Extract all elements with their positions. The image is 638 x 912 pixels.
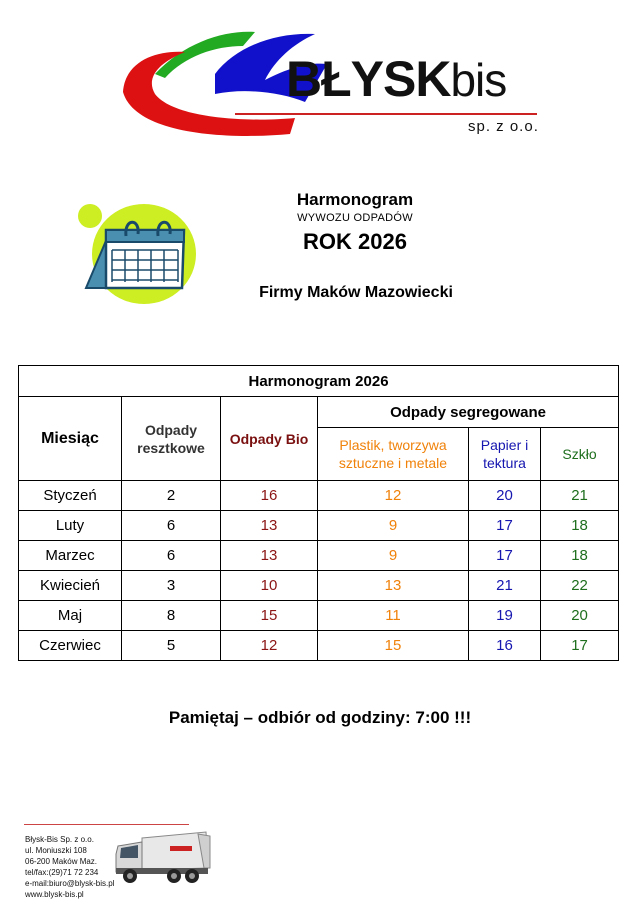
table-row: [19, 541, 619, 571]
logo-brand-suffix: bis: [450, 54, 507, 106]
cell-glass: 20: [541, 601, 619, 631]
footer-company: Błysk-Bis Sp. z o.o.: [25, 835, 94, 844]
col-header-bio: Odpady Bio: [221, 397, 318, 481]
cell-paper: 17: [469, 541, 541, 571]
cell-bio: 13: [221, 541, 318, 571]
table-row: [19, 601, 619, 631]
footer-city: 06-200 Maków Maz.: [25, 857, 98, 866]
cell-bio: 13: [221, 511, 318, 541]
cell-plastic: 9: [318, 541, 469, 571]
cell-residual: 5: [122, 631, 221, 661]
cell-glass: 18: [541, 511, 619, 541]
table-title: Harmonogram 2026: [19, 366, 619, 397]
company-name: Firmy Maków Mazowiecki: [259, 284, 453, 301]
table-row: [19, 481, 619, 511]
cell-residual: 2: [122, 481, 221, 511]
cell-month: Marzec: [19, 541, 122, 571]
cell-paper: 16: [469, 631, 541, 661]
schedule-table: [18, 365, 619, 661]
logo-underline: [235, 113, 537, 115]
cell-bio: 10: [221, 571, 318, 601]
col-header-month: Miesiąc: [19, 397, 122, 481]
calendar-header-bar: [106, 230, 184, 242]
col-header-plastic: Plastik, tworzywa sztuczne i metale: [318, 428, 469, 481]
cell-paper: 19: [469, 601, 541, 631]
cell-bio: 16: [221, 481, 318, 511]
table-row: [19, 631, 619, 661]
page-title: Harmonogram: [296, 190, 414, 209]
cell-plastic: 9: [318, 511, 469, 541]
cell-month: Czerwiec: [19, 631, 122, 661]
cell-glass: 21: [541, 481, 619, 511]
table-row: [19, 511, 619, 541]
cell-paper: 17: [469, 511, 541, 541]
cell-bio: 15: [221, 601, 318, 631]
cell-plastic: 13: [318, 571, 469, 601]
cell-plastic: 11: [318, 601, 469, 631]
footer-street: ul. Moniuszki 108: [25, 846, 87, 855]
cell-glass: 22: [541, 571, 619, 601]
footer-email[interactable]: e-mail:biuro@blysk-bis.pl: [25, 879, 115, 888]
cell-paper: 20: [469, 481, 541, 511]
cell-month: Luty: [19, 511, 122, 541]
cell-residual: 8: [122, 601, 221, 631]
cell-bio: 12: [221, 631, 318, 661]
table-row: [19, 571, 619, 601]
calendar-icon: [72, 196, 196, 308]
pickup-reminder: Pamiętaj – odbiór od godziny: 7:00 !!!: [168, 708, 472, 727]
cell-glass: 17: [541, 631, 619, 661]
cell-residual: 3: [122, 571, 221, 601]
cell-plastic: 15: [318, 631, 469, 661]
garbage-truck-icon: [112, 824, 212, 888]
page-year: ROK 2026: [303, 229, 407, 254]
logo-brand-name: [286, 50, 506, 108]
cell-residual: 6: [122, 541, 221, 571]
cell-glass: 18: [541, 541, 619, 571]
col-header-residual: Odpady resztkowe: [122, 397, 221, 481]
col-header-segregated: Odpady segregowane: [318, 397, 619, 428]
col-header-paper: Papier i tektura: [469, 428, 541, 481]
logo-legal-form: sp. z o.o.: [468, 118, 539, 135]
cell-plastic: 12: [318, 481, 469, 511]
cell-month: Maj: [19, 601, 122, 631]
calendar-blob-dot: [78, 204, 102, 228]
cell-residual: 6: [122, 511, 221, 541]
col-header-glass: Szkło: [541, 428, 619, 481]
page-subtitle: WYWOZU ODPADÓW: [297, 212, 413, 224]
logo-brand-main: BŁYSK: [286, 51, 451, 107]
footer-website[interactable]: www.blysk-bis.pl: [25, 890, 84, 899]
cell-paper: 21: [469, 571, 541, 601]
cell-month: Kwiecień: [19, 571, 122, 601]
cell-month: Styczeń: [19, 481, 122, 511]
footer-phone: tel/fax:(29)71 72 234: [25, 868, 99, 877]
